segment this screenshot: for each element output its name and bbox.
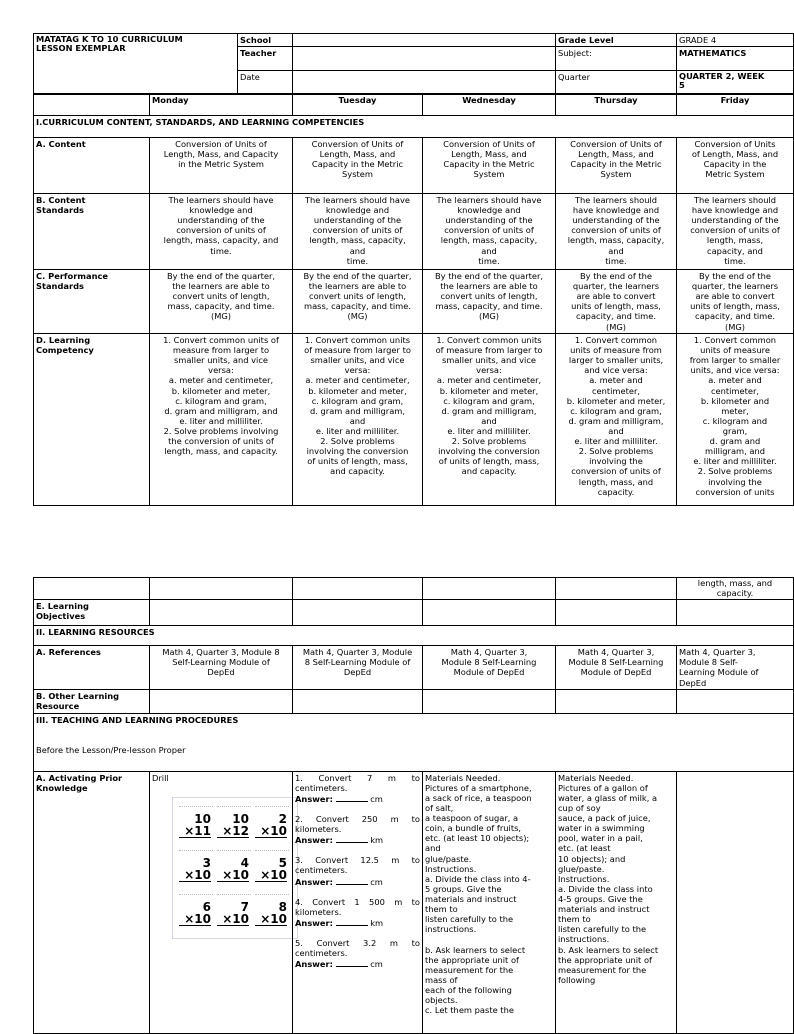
flashcard <box>217 894 251 930</box>
flashcard-top: 3 <box>202 855 211 870</box>
quarter-value: QUARTER 2, WEEK 5 <box>677 71 794 95</box>
content-cell: Conversion of Units of Length, Mass, and Capacity in the Metric System <box>556 138 677 194</box>
day-header-friday: Friday <box>677 94 794 116</box>
answer-label: Answer: <box>295 835 333 846</box>
answer-label: Answer: <box>295 793 333 804</box>
flashcard-operation: ×10 <box>255 913 287 926</box>
competencies-table <box>33 93 794 506</box>
flashcard-operation: ×11 <box>179 825 211 838</box>
other-resources-cell[interactable] <box>293 689 423 713</box>
school-label: School <box>238 34 293 47</box>
learning-competency-cell: 1. Convert common units of measure from larger to smaller units, and vice versa: a. meter and centimeter, b. kilometer and meter, c. kilogram and gram, d. gram and milligram, and e. liter and milliliter. 2. Solve problems involving the conversion of units of length, mass, and capacity. <box>556 334 677 506</box>
content-standards-cell: The learners should have knowledge and understanding of the conversion of units of length, mass, capacity, and time. <box>150 194 293 270</box>
conversion-question: 1. Convert 7 m to centimeters. <box>295 772 420 793</box>
flashcard-top: 5 <box>278 855 287 870</box>
content-cell: Conversion of Units of Length, Mass, and Capacity in the Metric System <box>150 138 293 194</box>
lesson-table-page1 <box>33 33 794 95</box>
subject-value: MATHEMATICS <box>677 47 794 71</box>
answer-unit: cm <box>370 793 383 804</box>
flashcard-top: 10 <box>194 811 211 826</box>
answer-line <box>295 793 420 804</box>
answer-blank[interactable] <box>336 917 368 926</box>
content-standards-cell: The learners should have knowledge and understanding of the conversion of units of length, mass, capacity, and time. <box>677 194 794 270</box>
before-lesson-label: Before the Lesson/Pre-lesson Proper <box>36 744 186 755</box>
answer-label: Answer: <box>295 917 333 928</box>
flashcard-operation: ×10 <box>217 913 249 926</box>
carry-cell <box>34 578 150 600</box>
other-resources-cell[interactable] <box>423 689 556 713</box>
teacher-label: Teacher <box>238 47 293 71</box>
carry-cell <box>423 578 556 600</box>
conversion-item <box>295 938 420 969</box>
wednesday-activity-cell: Materials Needed. Pictures of a smartphone, a sack of rice, a teaspoon of salt, a teaspoon of sugar, a coin, a bundle of fruits, etc. (at least 10 objects); and glue/paste. Instructions. a. Divide the class into 4- 5 groups. Give the materials and instruct them to listen carefully to the instructions. b. Ask learners to select the appropriate unit of measurement for the mass of each of the following objects. c. Let them paste the <box>423 771 556 1033</box>
day-header-wednesday: Wednesday <box>423 94 556 116</box>
school-value[interactable] <box>293 34 556 47</box>
flashcard <box>217 806 251 842</box>
carry-cell <box>556 578 677 600</box>
flashcard-top: 6 <box>202 899 211 914</box>
answer-blank[interactable] <box>336 834 368 843</box>
content-standards-cell: The learners should have knowledge and understanding of the conversion of units of length, mass, capacity, and time. <box>293 194 423 270</box>
procedures-section <box>34 713 794 771</box>
conversion-item <box>295 855 420 886</box>
flashcard-top: 7 <box>240 899 249 914</box>
friday-activity-cell <box>677 771 794 1033</box>
flashcard <box>255 894 289 930</box>
objectives-cell[interactable] <box>556 600 677 626</box>
conversion-item <box>295 897 420 928</box>
flashcard-top: 10 <box>232 811 249 826</box>
row-label-content: A. Content <box>34 138 150 194</box>
answer-label: Answer: <box>295 876 333 887</box>
row-label-performance-standards: C. Performance Standards <box>34 270 150 334</box>
answer-line <box>295 834 420 845</box>
day-header-empty <box>34 94 150 116</box>
other-resources-cell[interactable] <box>556 689 677 713</box>
row-label-references: A. References <box>34 646 150 689</box>
row-label-learning-competency: D. Learning Competency <box>34 334 150 506</box>
flashcard-operation: ×10 <box>217 869 249 882</box>
monday-drill-cell <box>150 771 293 1033</box>
flashcard <box>255 850 289 886</box>
performance-standards-cell: By the end of the quarter, the learners are able to convert units of length, mass, capacity, and time. (MG) <box>423 270 556 334</box>
answer-line <box>295 958 420 969</box>
references-cell: Math 4, Quarter 3, Module 8 Self-Learning Module of DepEd <box>150 646 293 689</box>
row-label-learning-objectives: E. Learning Objectives <box>34 600 150 626</box>
learning-competency-cell: 1. Convert common units of measure from larger to smaller units, and vice versa: a. meter and centimeter, b. kilometer and meter, c. kilogram and gram, d. gram and milligram, and e. liter and milliliter. 2. Solve problems involving the conversion of units of length, mass, and capacity. <box>150 334 293 506</box>
performance-standards-cell: By the end of the quarter, the learners are able to convert units of length, mass, capacity, and time. (MG) <box>293 270 423 334</box>
day-header-thursday: Thursday <box>556 94 677 116</box>
conversion-item <box>295 773 420 804</box>
other-resources-cell[interactable] <box>150 689 293 713</box>
answer-unit: km <box>370 917 384 928</box>
conversion-question: 4. Convert 1 500 m to kilometers. <box>295 896 420 917</box>
subject-label: Subject: <box>556 47 677 71</box>
exemplar-title: MATATAG K TO 10 CURRICULUM LESSON EXEMPLAR <box>34 34 238 95</box>
flashcard <box>179 894 213 930</box>
date-value[interactable] <box>293 71 556 95</box>
answer-line <box>295 876 420 887</box>
flashcard-operation: ×12 <box>217 825 249 838</box>
flashcard-top: 2 <box>278 811 287 826</box>
flashcard <box>179 806 213 842</box>
carry-cell <box>150 578 293 600</box>
content-cell: Conversion of Units of Length, Mass, and Capacity in the Metric System <box>423 138 556 194</box>
answer-unit: cm <box>370 876 383 887</box>
answer-blank[interactable] <box>336 876 368 885</box>
content-standards-cell: The learners should have knowledge and understanding of the conversion of units of length, mass, capacity, and time. <box>556 194 677 270</box>
objectives-cell[interactable] <box>293 600 423 626</box>
content-cell: Conversion of Units of Length, Mass, and Capacity in the Metric System <box>293 138 423 194</box>
row-label-other-resources: B. Other Learning Resource <box>34 689 150 713</box>
performance-standards-cell: By the end of the quarter, the learners are able to convert units of length, mass, capacity, and time. (MG) <box>556 270 677 334</box>
flashcard-top: 4 <box>240 855 249 870</box>
learning-competency-cell: 1. Convert common units of measure from larger to smaller units, and vice versa: a. meter and centimeter, b. kilometer and meter, c. kilogram and gram, d. gram and milligram, and e. liter and milliliter. 2. Solve problems involving the conversion of units of length, mass, and capacity. <box>423 334 556 506</box>
flashcard-operation: ×10 <box>179 913 211 926</box>
objectives-cell[interactable] <box>677 600 794 626</box>
carry-cell <box>293 578 423 600</box>
answer-unit: cm <box>370 959 383 970</box>
thursday-activity-cell: Materials Needed. Pictures of a gallon of water, a glass of milk, a cup of soy sauce, a pack of juice, water in a swimming pool, water in a pail, etc. (at least 10 objects); and glue/paste. Instructions. a. Divide the class into 4-5 groups. Give the materials and instruct them to listen carefully to the instructions. b. Ask learners to select the appropriate unit of measurement for the following <box>556 771 677 1033</box>
answer-label: Answer: <box>295 959 333 970</box>
carry-friday-cell: length, mass, and capacity. <box>677 578 794 600</box>
answer-blank[interactable] <box>336 793 368 802</box>
flashcard-operation: ×10 <box>255 869 287 882</box>
row-label-content-standards: B. Content Standards <box>34 194 150 270</box>
content-standards-cell: The learners should have knowledge and understanding of the conversion of units of length, mass, capacity, and time. <box>423 194 556 270</box>
references-cell: Math 4, Quarter 3, Module 8 Self- Learning Module of DepEd <box>677 646 794 689</box>
day-header-tuesday: Tuesday <box>293 94 423 116</box>
learning-competency-cell: 1. Convert common units of measure from larger to smaller units, and vice versa: a. meter and centimeter, b. kilometer and meter, c. kilogram and gram, d. gram and milligram, and e. liter and milliliter. 2. Solve problems involving the conversion of units <box>677 334 794 506</box>
answer-blank[interactable] <box>336 958 368 967</box>
flashcard-operation: ×10 <box>179 869 211 882</box>
quarter-label: Quarter <box>556 71 677 95</box>
drill-label: Drill <box>152 772 169 783</box>
lesson-table-page2 <box>33 577 794 1034</box>
flashcard <box>217 850 251 886</box>
references-cell: Math 4, Quarter 3, Module 8 Self-Learning Module of DepEd <box>293 646 423 689</box>
conversion-question: 5. Convert 3.2 m to centimeters. <box>295 937 420 959</box>
answer-line <box>295 917 420 928</box>
conversion-question: 2. Convert 250 m to kilometers. <box>295 813 420 835</box>
performance-standards-cell: By the end of the quarter, the learners are able to convert units of length, mass, capacity, and time. (MG) <box>150 270 293 334</box>
conversion-question: 3. Convert 12.5 m to centimeters. <box>295 855 420 876</box>
row-label-activating-prior-knowledge: A. Activating Prior Knowledge <box>34 771 150 1033</box>
references-cell: Math 4, Quarter 3, Module 8 Self-Learning Module of DepEd <box>556 646 677 689</box>
section-heading-resources: II. LEARNING RESOURCES <box>34 626 794 646</box>
day-header-monday: Monday <box>150 94 293 116</box>
learning-competency-cell: 1. Convert common units of measure from larger to smaller units, and vice versa: a. meter and centimeter, b. kilometer and meter, c. kilogram and gram, d. gram and milligram, and e. liter and milliliter. 2. Solve problems involving the conversion of units of length, mass, and capacity. <box>293 334 423 506</box>
flashcard <box>179 850 213 886</box>
conversion-item <box>295 814 420 845</box>
grade-level-value: GRADE 4 <box>677 34 794 47</box>
answer-unit: km <box>370 835 384 846</box>
flashcard-operation: ×10 <box>255 825 287 838</box>
teacher-value[interactable] <box>293 47 556 71</box>
flashcard-top: 8 <box>278 899 287 914</box>
flashcard <box>255 806 289 842</box>
objectives-cell[interactable] <box>423 600 556 626</box>
other-resources-cell[interactable] <box>677 689 794 713</box>
grade-level-label: Grade Level <box>556 34 677 47</box>
references-cell: Math 4, Quarter 3, Module 8 Self-Learning Module of DepEd <box>423 646 556 689</box>
performance-standards-cell: By the end of the quarter, the learners are able to convert units of length, mass, capacity, and time. (MG) <box>677 270 794 334</box>
date-label: Date <box>238 71 293 95</box>
objectives-cell[interactable] <box>150 600 293 626</box>
tuesday-items-cell <box>293 771 423 1033</box>
section-heading-curriculum: I.CURRICULUM CONTENT, STANDARDS, AND LEARNING COMPETENCIES <box>34 116 794 138</box>
content-cell: Conversion of Units of Length, Mass, and Capacity in the Metric System <box>677 138 794 194</box>
section-heading-procedures: III. TEACHING AND LEARNING PROCEDURES <box>36 714 239 725</box>
flashcard-grid <box>172 797 298 939</box>
